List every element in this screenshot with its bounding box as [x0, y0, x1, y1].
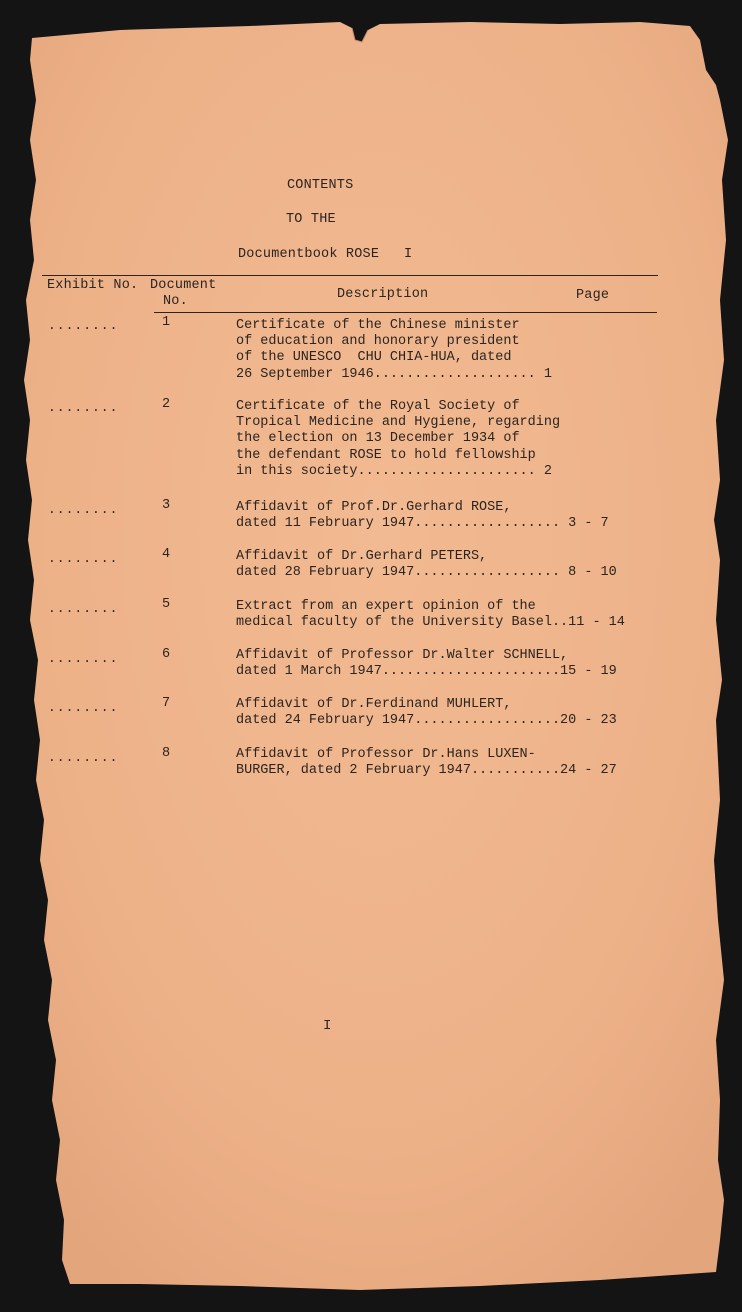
row-dots: ........	[48, 551, 119, 566]
row-description: Affidavit of Dr.Gerhard PETERS, dated 28 February 1947.................. 8 - 10	[236, 549, 617, 581]
row-number: 1	[162, 315, 171, 330]
header-document-no: No.	[163, 294, 188, 309]
row-description: Affidavit of Professor Dr.Walter SCHNELL, dated 1 March 1947......................15 - 19	[236, 648, 617, 680]
row-number: 6	[162, 647, 171, 662]
row-description: Extract from an expert opinion of the medical faculty of the University Basel..11 - 14	[236, 599, 625, 631]
row-number: 8	[162, 746, 171, 761]
row-dots: ........	[48, 502, 119, 517]
header-top-rule	[42, 275, 658, 276]
row-dots: ........	[48, 318, 119, 333]
row-description: Affidavit of Dr.Ferdinand MUHLERT, dated 24 February 1947..................20 - 23	[236, 697, 617, 729]
page-number: I	[323, 1018, 332, 1034]
header-exhibit: Exhibit No.	[47, 278, 139, 293]
row-number: 4	[162, 547, 171, 562]
row-description: Certificate of the Chinese minister of education and honorary president of the UNESCO CHU CHIA-HUA, dated 26 September 1946.................... 1	[236, 318, 552, 382]
row-number: 2	[162, 397, 171, 412]
row-description: Affidavit of Professor Dr.Hans LUXEN- BURGER, dated 2 February 1947...........24 - 27	[236, 747, 617, 779]
row-description: Affidavit of Prof.Dr.Gerhard ROSE, dated 11 February 1947.................. 3 - 7	[236, 500, 609, 532]
header-document: Document	[150, 278, 217, 293]
title-documentbook: Documentbook ROSE I	[238, 247, 413, 262]
row-dots: ........	[48, 750, 119, 765]
header-page: Page	[576, 288, 610, 303]
header-description: Description	[337, 287, 429, 302]
row-dots: ........	[48, 601, 119, 616]
row-number: 3	[162, 498, 171, 513]
row-number: 7	[162, 696, 171, 711]
row-dots: ........	[48, 651, 119, 666]
header-bottom-rule	[154, 312, 657, 313]
title-to-the: TO THE	[286, 212, 336, 227]
title-contents: CONTENTS	[287, 178, 354, 193]
row-dots: ........	[48, 400, 119, 415]
row-number: 5	[162, 597, 171, 612]
row-description: Certificate of the Royal Society of Tropical Medicine and Hygiene, regarding the election on 13 December 1934 of the defendant ROSE to hold fellowship in this society...................... 2	[236, 399, 561, 479]
row-dots: ........	[48, 700, 119, 715]
